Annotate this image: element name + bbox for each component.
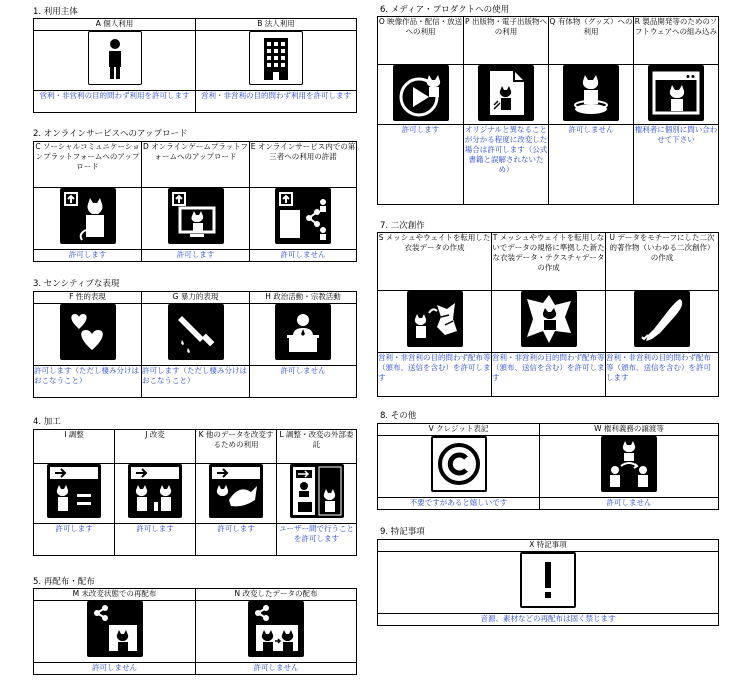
transfer-rights-icon <box>601 436 657 492</box>
note-publication: オリジナルと異なることが分かる程度に改変した場合は許可します（公式書籍と誤解されないため） <box>464 125 549 205</box>
transform-icon <box>209 464 263 518</box>
note-special-notes: 音源、素材などの再配布は固く禁じます <box>378 614 719 626</box>
note-violent: 許可します（ただし棲み分けはおこなうこと） <box>142 366 250 398</box>
note-social-upload: 許可します <box>34 250 142 262</box>
section-title-derivative: 7. 二次創作 <box>380 221 425 231</box>
pen-nib-icon <box>634 291 690 347</box>
texture-icon <box>521 291 577 347</box>
software-window-icon <box>648 65 704 121</box>
special-table <box>377 539 719 626</box>
person-icon <box>88 31 142 85</box>
header-political-religious: H 政治活動・宗教活動 <box>250 292 357 304</box>
exclamation-icon <box>520 552 576 608</box>
header-distribute-modified: N 改変したデータの配布 <box>196 589 357 601</box>
header-publication: P 出版物・電子出版物への利用 <box>464 17 549 65</box>
building-icon <box>249 31 303 85</box>
share-people-icon <box>275 188 331 244</box>
derivative-table <box>377 232 719 397</box>
note-outsourcing: ユーザー間で行うことを許可します <box>277 524 357 556</box>
other-table <box>377 423 719 510</box>
video-play-icon <box>393 65 449 121</box>
section-title-redistribution: 5. 再配布・配布 <box>33 577 95 587</box>
section-title-sensitive: 3. センシティブな表現 <box>33 279 120 289</box>
header-personal-use: A 個人利用 <box>34 19 196 31</box>
upload-person-icon <box>60 188 116 244</box>
header-outsourcing: L 調整・改変の外部委託 <box>277 430 357 464</box>
note-modify: 許可します <box>115 524 196 556</box>
hearts-icon <box>60 304 116 360</box>
distribute-modified-icon <box>248 601 304 657</box>
section-title-other: 8. その他 <box>380 411 417 421</box>
upload-monitor-icon <box>168 188 224 244</box>
note-political-religious: 許可しません <box>250 366 357 398</box>
clothes-mesh-icon <box>407 291 463 347</box>
section-title-media: 6. メディア・プロダクトへの使用 <box>380 5 510 15</box>
note-new-clothes-texture: 営利・非営利の目的問わず配布等（頒布、送信を含む）を許可します <box>492 353 606 397</box>
note-credit: 不要ですがあると嬉しいです <box>378 498 540 510</box>
header-use-for-other-data: K 他のデータを改変するための利用 <box>196 430 277 464</box>
header-adjust: I 調整 <box>34 430 115 464</box>
redistribute-icon <box>87 601 143 657</box>
sensitive-table <box>33 291 357 398</box>
header-third-party-license: E オンラインサービス内での第三者への利用の許諾 <box>250 142 357 188</box>
note-use-for-other-data: 許可します <box>196 524 277 556</box>
header-video-broadcast: O 映像作品・配信・放送への利用 <box>378 17 464 65</box>
header-modify: J 改変 <box>115 430 196 464</box>
header-game-upload: D オンラインゲームプラットフォームへのアップロード <box>142 142 250 188</box>
note-corporate-use: 営利・非営利の目的問わず利用を許可します <box>196 91 357 113</box>
processing-table <box>33 429 357 556</box>
document-icon <box>478 65 534 121</box>
note-distribute-modified: 許可しません <box>196 663 357 675</box>
usage-table <box>33 18 357 113</box>
note-software: 権利者に個別に問い合わせて下さい <box>634 125 719 205</box>
modify-icon <box>128 464 182 518</box>
copyright-icon <box>431 436 487 492</box>
header-corporate-use: B 法人利用 <box>196 19 357 31</box>
header-software: R 製品開発等のためのソフトウェアへの組み込み <box>634 17 719 65</box>
note-video-broadcast: 許可します <box>378 125 464 205</box>
header-transfer-rights: W 権利義務の譲渡等 <box>540 424 719 436</box>
note-derivative-work: 営利・非営利の目的問わず配布等（頒布、送信を含む）を許可します <box>606 353 719 397</box>
header-sexual: F 性的表現 <box>34 292 142 304</box>
header-goods: Q 有体物（グッズ）への利用 <box>549 17 634 65</box>
section-title-online-upload: 2. オンラインサービスへのアップロード <box>33 129 188 139</box>
section-title-special: 9. 特記事項 <box>380 527 425 537</box>
media-table <box>377 16 719 205</box>
note-third-party-license: 許可しません <box>250 250 357 262</box>
figure-goods-icon <box>563 65 619 121</box>
header-mesh-clothes: S メッシュやウェイトを転用した衣装データの作成 <box>378 233 492 291</box>
adjust-icon <box>47 464 101 518</box>
note-transfer-rights: 許可しません <box>540 498 719 510</box>
outsource-icon <box>290 464 344 518</box>
speaker-podium-icon <box>275 304 331 360</box>
note-adjust: 許可します <box>34 524 115 556</box>
note-sexual: 許可します（ただし棲み分けはおこなうこと） <box>34 366 142 398</box>
note-redistribute-unmodified: 許可しません <box>34 663 196 675</box>
header-redistribute-unmodified: M 未改変状態での再配布 <box>34 589 196 601</box>
header-social-upload: C ソーシャルコミュニケーションプラットフォームへのアップロード <box>34 142 142 188</box>
header-credit: V クレジット表記 <box>378 424 540 436</box>
header-violent: G 暴力的表現 <box>142 292 250 304</box>
header-special-notes: X 特記事項 <box>378 540 719 552</box>
note-personal-use: 営利・非営利の目的問わず利用を許可します <box>34 91 196 113</box>
online-upload-table <box>33 141 357 262</box>
redistribution-table <box>33 588 357 675</box>
header-derivative-work: U データをモチーフにした二次的著作物（いわゆる二次創作）の作成 <box>606 233 719 291</box>
header-new-clothes-texture: T メッシュやウェイトを転用しないでデータの規格に準拠した新たな衣装データ・テクスチャデータの作成 <box>492 233 606 291</box>
note-game-upload: 許可します <box>142 250 250 262</box>
knife-icon <box>168 304 224 360</box>
note-goods: 許可しません <box>549 125 634 205</box>
section-title-processing: 4. 加工 <box>33 417 61 427</box>
note-mesh-clothes: 営利・非営利の目的問わず配布等（頒布、送信を含む）を許可します <box>378 353 492 397</box>
section-title-usage: 1. 利用主体 <box>33 7 78 17</box>
